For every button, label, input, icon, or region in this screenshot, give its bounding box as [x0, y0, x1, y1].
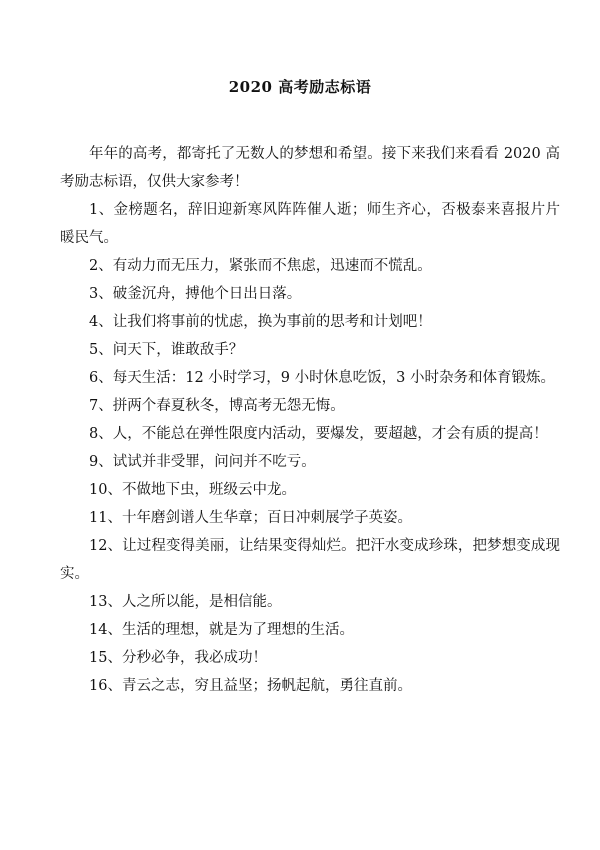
slogan-item-12: 12、让过程变得美丽，让结果变得灿烂。把汗水变成珍珠，把梦想变成现实。 — [60, 538, 560, 582]
slogan-item-3: 3、破釜沉舟，搏他个日出日落。 — [89, 286, 302, 302]
slogan-item-16: 16、青云之志，穷且益坚；扬帆起航，勇往直前。 — [89, 678, 412, 694]
slogan-item-6: 6、每天生活：12 小时学习，9 小时休息吃饭，3 小时杂务和体育锻炼。 — [89, 370, 555, 386]
slogan-item-5: 5、问天下，谁敢敌手？ — [89, 342, 244, 358]
slogan-item-11: 11、十年磨剑谱人生华章；百日冲刺展学子英姿。 — [89, 510, 412, 526]
slogan-item-14: 14、生活的理想，就是为了理想的生活。 — [89, 622, 354, 638]
document-body — [60, 140, 560, 700]
slogan-item-1: 1、金榜题名，辞旧迎新寒风阵阵催人逝；师生齐心，否极泰来喜报片片暖民气。 — [60, 202, 560, 246]
slogan-item-2: 2、有动力而无压力，紧张而不焦虑，迅速而不慌乱。 — [89, 258, 432, 274]
page-title: 2020 高考励志标语 — [228, 78, 372, 96]
slogan-item-13: 13、人之所以能，是相信能。 — [89, 594, 282, 610]
slogan-item-7: 7、拼两个春夏秋冬，博高考无怨无悔。 — [89, 398, 345, 414]
slogan-item-8: 8、人，不能总在弹性限度内活动，要爆发，要超越，才会有质的提高！ — [89, 426, 548, 442]
slogan-item-4: 4、让我们将事前的忧虑，换为事前的思考和计划吧！ — [89, 314, 432, 330]
slogan-item-15: 15、分秒必争，我必成功！ — [89, 650, 267, 666]
intro-paragraph: 年年的高考，都寄托了无数人的梦想和希望。接下来我们来看看 2020 高考励志标语，仅供大家参考！ — [60, 146, 560, 190]
slogan-item-10: 10、不做地下虫，班级云中龙。 — [89, 482, 296, 498]
slogan-item-9: 9、试试并非受罪，问问并不吃亏。 — [89, 454, 316, 470]
